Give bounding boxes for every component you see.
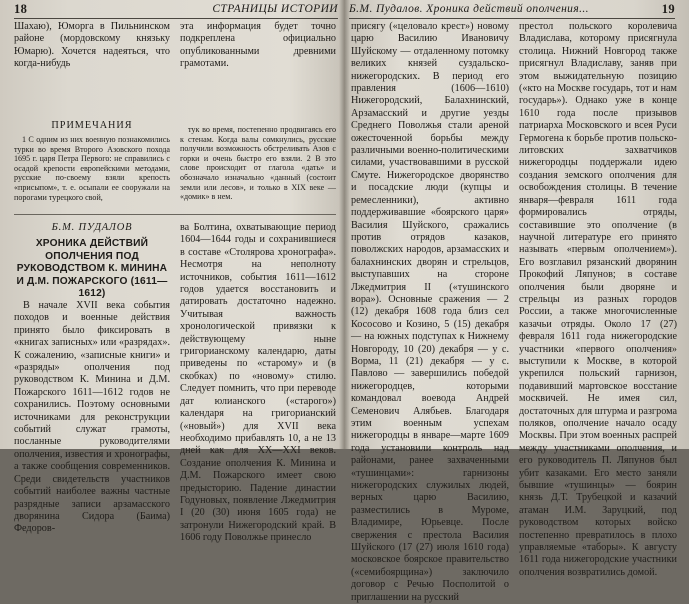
text-column — [14, 300, 170, 535]
paragraph: Шахаю), Юморга в Пильнинском районе (мордовскому князьку Юмарю). Хочется надеяться, что когда-нибудь — [14, 21, 170, 70]
paragraph: ва Болтина, охватывающие период 1604—1644 годы и сохранившиеся в составе «Столярова хронографа». Несмотря на неполноту источников, события 1611—1612 годов удается восстановить и датировать достаточно надежно. Учитывая важность хронологической привязки к действующему ныне григорианскому календарю, даты приведены по «старому» и (в скобках) по «новому» стилю. Следует помнить, что при переводе дат юлианского («старого») календаря на григорианский («новый») для XVII века необходимо прибавлять 10, а не 13 дней как для XX—XXI веков. Создание ополчения К. Минина и Д.М. Пожарского имеет свою предысторию. Падение династии Годуновых, появление Лжедмитрия I (20 (30) июня 1605 года) не затронули Нижегородский край. В 1606 году Поволжье принесло — [180, 222, 336, 544]
section-divider — [14, 214, 336, 215]
paragraph: присягу («целовало крест») новому царю Василию Ивановичу Шуйскому — отдаленному потомку великих князей суздальско-нижегородских. В период его правления (1606—1610) Нижегородский, Балахнинский, Арзамасский и другие уезды Среднего Поволжья стали ареной ожесточенной борьбы между различными военно-политическими силами, участвовавшими в русской Смуте. Нижегородское дворянство и посадские люди (купцы и ремесленники), активно поддерживавшие «боярского царя» Василия Шуйского, сражались против отрядов казаков, поволжских народов, арзамасских и балахнинских дворян и стрельцов, выступавших на стороне Лжедмитрия II («тушинского вора»). Основные сражения — 2 (12) декабря 1608 года близ сел Кососово и Козино, 5 (15) декабря — на южных подступах к Нижнему Новгороду, 10 (20) декабря — у с. Ворма, 11 (21) декабря — у с. Павлово — завершились победой нижегородцев, которыми командовал воевода Андрей Семенович Алябьев. Благодаря этим военным успехам нижегородцы в январе—марте 1609 года установили контроль над районами, ранее захваченными «тушинцами»: гарнизоны нижегородских служилых людей, верных царю Василию, разместились в Муроме, Владимире, Юрьевце. После свержения с престола Василия Шуйского (17 (27) июля 1610 года) московское боярское правительство («семибоярщина») заключило договор с Речью Посполитой о приглашении на русский — [351, 21, 509, 603]
left-page — [0, 0, 344, 544]
paragraph: В начале XVII века события походов и военные действия принято было фиксировать в «книгах записных» или «разрядах». К сожалению, «записные книги» и «разряды» ополчения под руководством К. Минина и Д.М. Пожарского 1611—1612 годов не сохранились. Поэтому основными источниками для реконструкции событий служат грамоты, посланные руководителями ополчения, известия и хронографы, а также сообщения современников. Среди свидетельств участников событий наиболее важны частные разрядные записи арзамасского дворянина Сидора (Баима) Федоров- — [14, 300, 170, 535]
running-head-right — [349, 0, 675, 19]
text-column — [180, 222, 336, 544]
text-column — [180, 21, 336, 77]
notes-heading: ПРИМЕЧАНИЯ — [51, 120, 133, 131]
text-column — [14, 21, 170, 77]
paragraph: престол польского королевича Владислава, которому присягнула столица. Нижний Новгород также присягнул Владиславу, заняв при этом выжидательную позицию («кто на Москве государь, тот и нам государь»). Однако уже в конце 1610 года после призывов патриарха Московского и всея Руси Гермогена к борьбе против польско-литовских захватчиков нижегородцы поддержали идею создания земского ополчения для освобождения столицы. В течение января—февраля 1611 года формировались отряды, составившие это ополчение (в научной литературе его принято называть «первым ополчением»). Его возглавил рязанский дворянин Прокофий Ляпунов; в составе ополчения были дворяне и стрельцы из разных городов России, а также многочисленные казачьи отряды. Около 17 (27) февраля 1611 года нижегородские участники «первого ополчения» выступили к Москве, в которой укрепился польский гарнизон, подавивший мартовское восстание москвичей. Не имея сил, достаточных для штурма и разгрома поляков, ополчение начало осаду Москвы. При этом военных распрей между участниками ополчения, и его руководитель П. Ляпунов был убит казаками. Его место заняли бывшие «тушинцы» — боярин князь Д.Т. Трубецкой и казачий атаман И.М. Заруцкий, под руководством которых войско постепенно превратилось в плохо управляемые «таборы». К августу 1611 года нижегородские участники ополчения возвратились домой. — [519, 21, 677, 578]
running-head-left — [14, 0, 338, 19]
footnote-text: тук во время, постепенно продвигаясь его к стенам. Когда валы сомкнулись, русские получили возможность обстреливать Азов с горки и очень быстро его взяли. 2 В это слове происходит от глагола «дать» и обозначало изначально «данный (состоит земли или лесов», и только в XIX веке — «домик» в нем. — [180, 125, 336, 202]
paragraph: эта информация будет точно подкреплена официально опубликованными древними грамотами. — [180, 21, 336, 70]
article-title: ХРОНИКА ДЕЙСТВИЙ ОПОЛЧЕНИЯ ПОД РУКОВОДСТВОМ К. МИНИНА И Д.М. ПОЖАРСКОГО (1611—1612) — [16, 238, 168, 300]
right-page — [345, 0, 689, 603]
article-author: Б.М. ПУДАЛОВ — [51, 222, 133, 233]
footnote — [14, 135, 170, 205]
text-column — [351, 21, 509, 603]
page-number: 19 — [661, 2, 675, 16]
running-head-title: Б.М. Пудалов. Хроника действий ополчения... — [349, 3, 589, 15]
footnote — [180, 125, 336, 202]
running-head-title: СТРАНИЦЫ ИСТОРИИ — [212, 3, 338, 15]
page-number: 18 — [14, 2, 28, 16]
text-column — [519, 21, 677, 578]
footnote-text: 1 С одним из них военную познакомились турки во время Второго Азовского похода 1695 г. царя Петра Первого: не справились с осадой крепости европейскими методами, русские по-своему взяли крепость «присыпом», т. е. осыпали ее сооружали на порогами турецкого свой, — [14, 135, 170, 202]
